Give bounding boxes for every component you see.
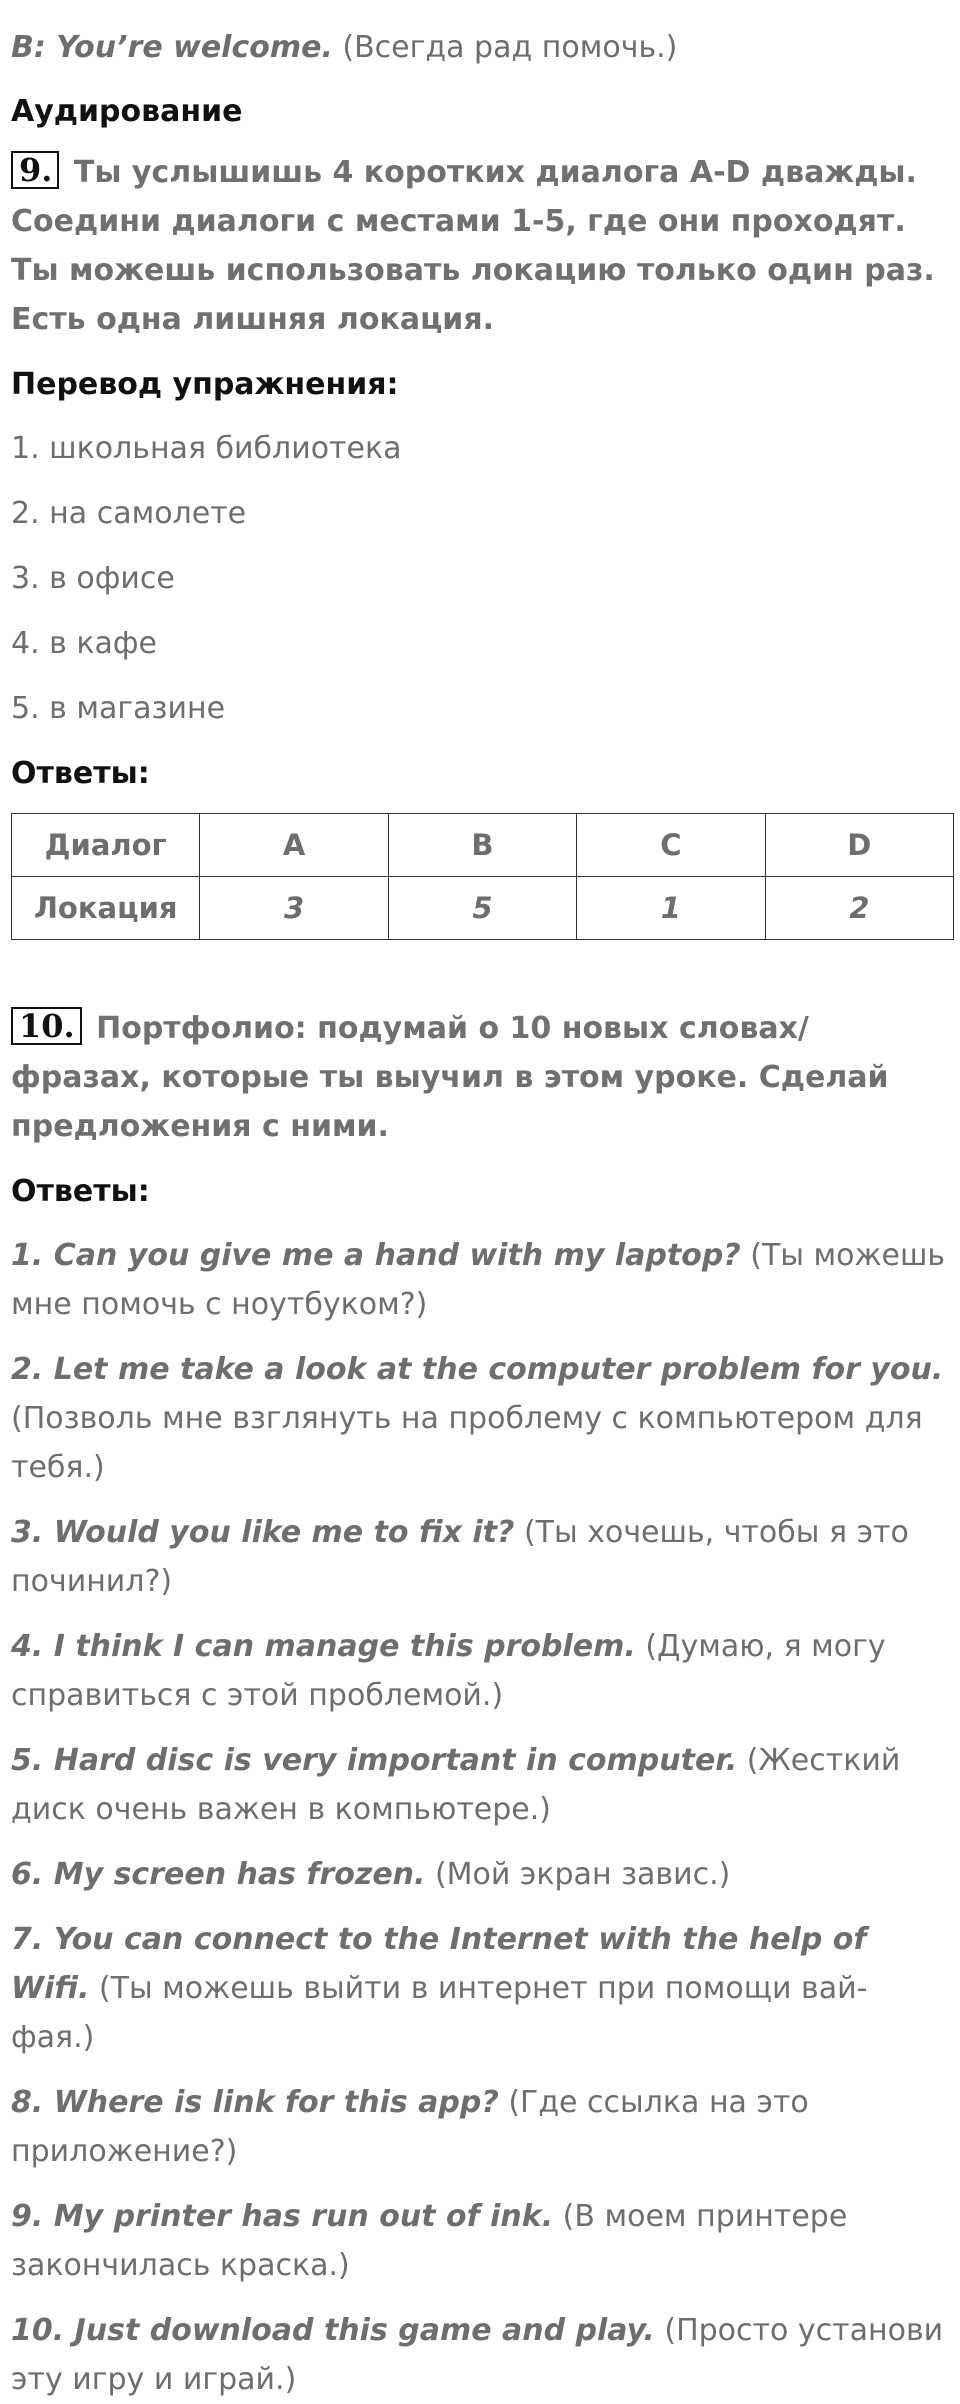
sentence-russian: (Мой экран завис.) bbox=[425, 1857, 731, 1892]
task-9-number: 9. bbox=[11, 151, 59, 189]
sentence-russian: (Ты можешь мне помочь с ноутбуком?) bbox=[11, 1238, 946, 1322]
intro-line bbox=[11, 23, 949, 72]
list-item: 1. школьная библиотека bbox=[11, 431, 402, 466]
table-cell-value: 5 bbox=[388, 877, 576, 940]
list-item: 5. в магазине bbox=[11, 691, 226, 726]
task-9 bbox=[11, 148, 949, 344]
table-cell-header: Диалог bbox=[12, 814, 200, 877]
sentence-item bbox=[11, 1850, 949, 1899]
sentence-english: 3. Would you like me to fix it? bbox=[11, 1515, 515, 1550]
task-10-text: Портфолио: подумай о 10 новых словах/ фразах, которые ты выучил в этом уроке. Сделай предложения с ними. bbox=[11, 1011, 889, 1144]
sentence-russian: (Просто установи эту игру и играй.) bbox=[11, 2313, 944, 2397]
intro-russian: (Всегда рад помочь.) bbox=[332, 30, 678, 65]
sentence-english: 6. My screen has frozen. bbox=[11, 1857, 426, 1892]
answers-table bbox=[11, 813, 954, 940]
sentence-english: 9. My printer has run out of ink. bbox=[11, 2199, 554, 2234]
sentence-russian: (Ты можешь выйти в интернет при помощи вай-фая.) bbox=[11, 1971, 868, 2055]
table-header-row bbox=[12, 814, 954, 877]
table-row bbox=[12, 877, 954, 940]
table-cell-header: B bbox=[388, 814, 576, 877]
sentence-item bbox=[11, 1508, 949, 1606]
sentence-english: 2. Let me take a look at the computer problem for you. bbox=[11, 1352, 944, 1387]
sentence-item bbox=[11, 2078, 949, 2176]
table-cell-value: 3 bbox=[200, 877, 388, 940]
sentence-russian: (Думаю, я могу справиться с этой проблемой.) bbox=[11, 1629, 886, 1713]
table-cell-value: 2 bbox=[765, 877, 953, 940]
intro-english: B: You’re welcome. bbox=[11, 30, 333, 65]
table-cell-header: D bbox=[765, 814, 953, 877]
sentence-english: 7. You can connect to the Internet with the help of Wifi. bbox=[11, 1922, 867, 2006]
task-10 bbox=[11, 1004, 949, 1151]
sentence-english: 4. I think I can manage this problem. bbox=[11, 1629, 636, 1664]
sentence-item bbox=[11, 1736, 949, 1834]
list-item: 2. на самолете bbox=[11, 496, 247, 531]
sentence-list bbox=[11, 1231, 949, 2404]
table-cell-label: Локация bbox=[12, 877, 200, 940]
sentence-russian: (В моем принтере закончилась краска.) bbox=[11, 2199, 848, 2283]
document-page bbox=[0, 23, 960, 2404]
sentence-russian: (Жесткий диск очень важен в компьютере.) bbox=[11, 1743, 901, 1827]
sentence-item bbox=[11, 2306, 949, 2404]
sentence-english: 10. Just download this game and play. bbox=[11, 2313, 655, 2348]
sentence-russian: (Позволь мне взглянуть на проблему с компьютером для тебя.) bbox=[11, 1401, 923, 1485]
task-10-number: 10. bbox=[11, 1007, 82, 1045]
section-title: Аудирование bbox=[11, 94, 243, 129]
task-9-text: Ты услышишь 4 коротких диалога A-D дважды. Соедини диалоги с местами 1-5, где они проходят. Ты можешь использовать локацию только один раз. Есть одна лишняя локация. bbox=[11, 155, 935, 337]
sentence-item bbox=[11, 2192, 949, 2290]
sentence-english: 8. Where is link for this app? bbox=[11, 2085, 499, 2120]
sentence-item bbox=[11, 1345, 949, 1492]
places-list bbox=[11, 424, 949, 733]
table-cell-header: C bbox=[577, 814, 765, 877]
answers-label-2: Ответы: bbox=[11, 1174, 150, 1209]
sentence-item bbox=[11, 1622, 949, 1720]
sentence-item bbox=[11, 1915, 949, 2062]
translation-label: Перевод упражнения: bbox=[11, 367, 399, 402]
sentence-english: 1. Can you give me a hand with my laptop? bbox=[11, 1238, 741, 1273]
sentence-russian: (Ты хочешь, чтобы я это починил?) bbox=[11, 1515, 909, 1599]
sentence-item bbox=[11, 1231, 949, 1329]
table-cell-header: A bbox=[200, 814, 388, 877]
table-cell-value: 1 bbox=[577, 877, 765, 940]
sentence-russian: (Где ссылка на это приложение?) bbox=[11, 2085, 809, 2169]
list-item: 4. в кафе bbox=[11, 626, 157, 661]
list-item: 3. в офисе bbox=[11, 561, 175, 596]
sentence-english: 5. Hard disc is very important in computer. bbox=[11, 1743, 738, 1778]
answers-label: Ответы: bbox=[11, 756, 150, 791]
